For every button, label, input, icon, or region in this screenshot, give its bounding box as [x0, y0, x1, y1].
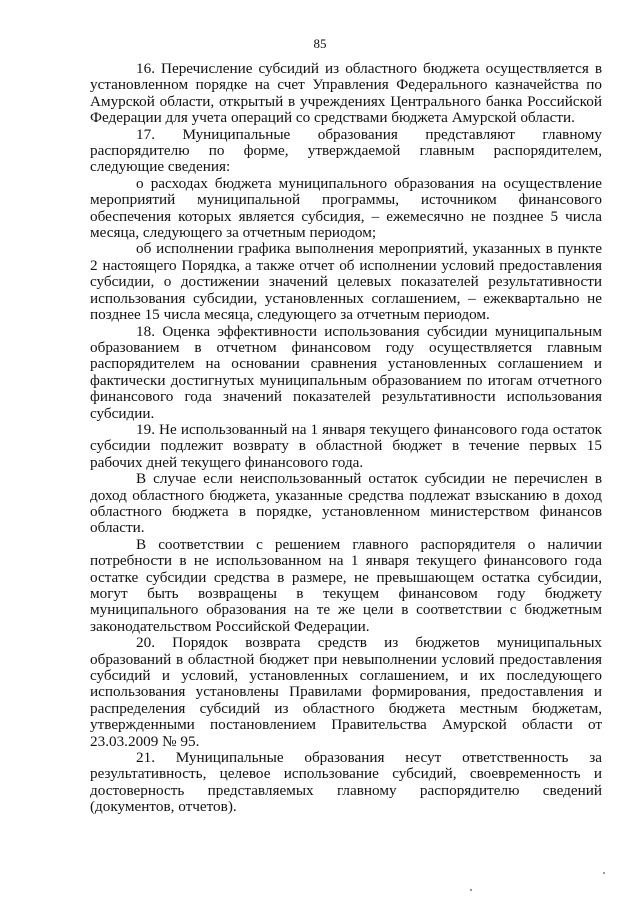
scan-speck	[603, 872, 605, 874]
paragraph-16: 16. Перечисление субсидий из областного бюджета осуществляется в установленном порядке на счет Управления Федерального казначейства по Амурской области, открытый в учреждениях Центрального банка Российской Федерации для учета операций со средствами бюджета Амурской области.	[90, 60, 602, 127]
paragraph-18: 18. Оценка эффективности использования субсидии муниципальным образованием в отчетном финансовом году осуществляется главным распорядителем на основании сравнения установленных соглашением и фактически достигнутых муниципальным образованием по итогам отчетного финансового года значений показателей результативности использования субсидии.	[90, 322, 602, 422]
page-number: 85	[313, 36, 327, 51]
paragraph-21: 21. Муниципальные образования несут ответственность за результативность, целевое использование субсидий, своевременность и достоверность представляемых главному распорядителю сведений (документов, отчетов).	[90, 749, 602, 816]
document-body	[90, 61, 602, 816]
paragraph-17-schedule: об исполнении графика выполнения мероприятий, указанных в пункте 2 настоящего Порядка, а также отчет об исполнении условий предоставления субсидии, о достижении значений целевых показателей результативности использования субсидии, установленных соглашением, – ежеквартально не позднее 15 числа месяца, следующего за отчетным периодом.	[90, 240, 602, 324]
scan-speck	[470, 889, 472, 891]
paragraph-19-recovery: В случае если неиспользованный остаток субсидии не перечислен в доход областного бюджета, указанные средства подлежат взысканию в доход областного бюджета в порядке, установленном министерством финансов области.	[90, 470, 602, 537]
paragraph-19-return: В соответствии с решением главного распорядителя о наличии потребности в не использованном на 1 января текущего финансового года остатке субсидии средства в размере, не превышающем остатка субсидии, могут быть возвращены в текущем финансовом году бюджету муниципального образования на те же цели в соответствии с бюджетным законодательством Российской Федерации.	[90, 535, 602, 635]
paragraph-17: 17. Муниципальные образования представляют главному распорядителю по форме, утверждаемой главным распорядителем, следующие сведения:	[90, 125, 602, 176]
paragraph-19: 19. Не использованный на 1 января текущего финансового года остаток субсидии подлежит возврату в областной бюджет в течение первых 15 рабочих дней текущего финансового года.	[90, 420, 602, 471]
paragraph-17-expenses: о расходах бюджета муниципального образования на осуществление мероприятий муниципальной программы, источником финансового обеспечения которых является субсидия, – ежемесячно не позднее 5 числа месяца, следующего за отчетным периодом;	[90, 174, 602, 242]
paragraph-20: 20. Порядок возврата средств из бюджетов муниципальных образований в областной бюджет при невыполнении условий предоставления субсидий и условий, установленных соглашением, и их последующего использования установлены Правилами формирования, предоставления и распределения субсидий из областного бюджета местным бюджетам, утвержденными постановлением Правительства Амурской области от 23.03.2009 № 95.	[90, 634, 602, 750]
